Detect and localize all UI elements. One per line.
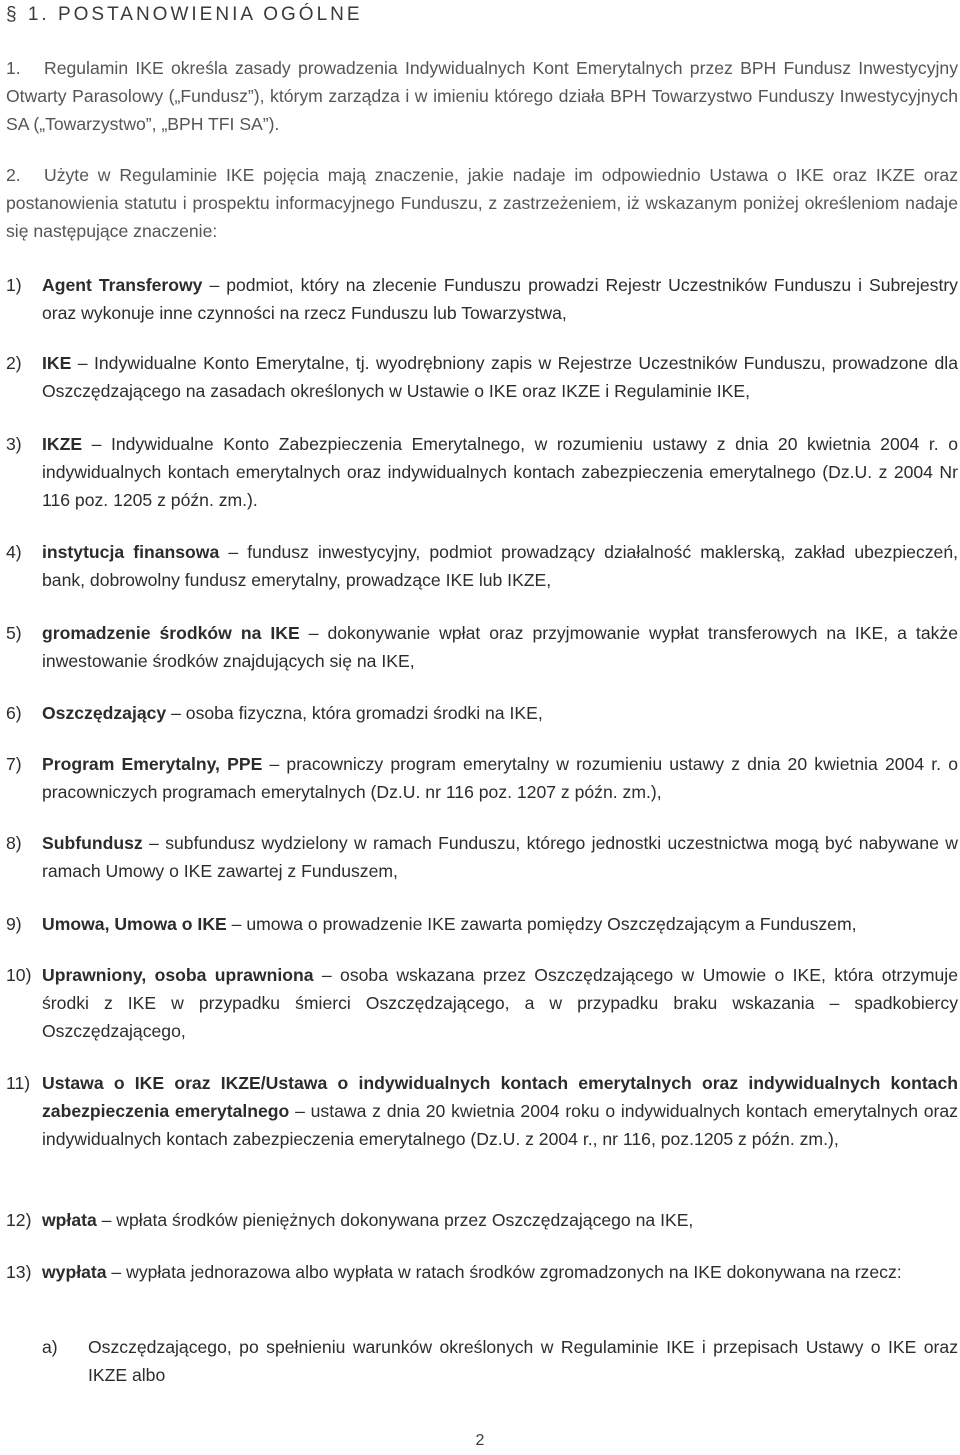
definition-item: [6, 1069, 958, 1153]
definition-item: [6, 1258, 958, 1286]
item-number: 2): [6, 353, 22, 373]
item-number: 3): [6, 434, 22, 454]
definition-text: – fundusz inwestycyjny, podmiot prowadzący działalność maklerską, zakład ubezpieczeń, bank, dobrowolny fundusz emerytalny, prowadzące IKE lub IKZE,: [42, 542, 959, 590]
paragraph-number: 1.: [6, 58, 21, 78]
definition-item: [6, 619, 958, 675]
defined-term: Subfundusz: [42, 833, 143, 853]
definition-text: – podmiot, który na zlecenie Funduszu prowadzi Rejestr Uczestników Funduszu i Subrejestry oraz wykonuje inne czynności na rzecz Funduszu lub Towarzystwa,: [42, 275, 958, 323]
definition-text: – ustawa z dnia 20 kwietnia 2004 roku o indywidualnych kontach emerytalnych oraz indywidualnych kontach zabezpieczenia emerytalnego (Dz.U. z 2004 r., nr 116, poz.1205 z późn. zm.),: [42, 1101, 958, 1149]
definition-text: – osoba wskazana przez Oszczędzającego w Umowie o IKE, która otrzymuje środki z IKE w przypadku śmierci Oszczędzającego, a w przypadku braku wskazania – spadkobiercy Oszczędzającego,: [42, 965, 958, 1041]
item-number: 13): [6, 1262, 32, 1282]
sub-item-text: Oszczędzającego, po spełnieniu warunków określonych w Regulaminie IKE i przepisach Ustawy o IKE oraz IKZE albo: [88, 1337, 958, 1385]
defined-term: Uprawniony, osoba uprawniona: [42, 965, 314, 985]
item-number: 11): [6, 1073, 31, 1093]
defined-term: instytucja finansowa: [42, 542, 220, 562]
item-number: 6): [6, 703, 22, 723]
definition-item: [6, 750, 958, 806]
definition-text: – Indywidualne Konto Emerytalne, tj. wyodrębniony zapis w Rejestrze Uczestników Funduszu, prowadzone dla Oszczędzającego na zasadach określonych w Ustawie o IKE oraz IKZE i Regulaminie IKE,: [42, 353, 958, 401]
definition-text: – wpłata środków pieniężnych dokonywana przez Oszczędzającego na IKE,: [96, 1210, 694, 1230]
definition-item: [6, 349, 958, 405]
definition-item: [6, 961, 958, 1045]
defined-term: wypłata: [42, 1262, 107, 1282]
section-heading: § 1. POSTANOWIENIA OGÓLNE: [6, 4, 363, 25]
defined-term: Oszczędzający: [42, 703, 167, 723]
definition-item: [6, 699, 958, 727]
paragraph-2: [6, 161, 958, 245]
definition-text: – umowa o prowadzenie IKE zawarta pomiędzy Oszczędzającym a Funduszem,: [226, 914, 857, 934]
definition-item: [6, 910, 958, 938]
defined-term: Program Emerytalny, PPE: [42, 754, 263, 774]
item-number: 10): [6, 965, 32, 985]
item-number: 9): [6, 914, 22, 934]
defined-term: Umowa, Umowa o IKE: [42, 914, 227, 934]
paragraph-number: 2.: [6, 165, 21, 185]
definition-item: [6, 430, 958, 514]
definition-text: – osoba fizyczna, która gromadzi środki na IKE,: [166, 703, 543, 723]
sub-item-letter: a): [42, 1337, 58, 1357]
defined-term: IKE: [42, 353, 72, 373]
item-number: 7): [6, 754, 22, 774]
item-number: 12): [6, 1210, 32, 1230]
page-number: 2: [475, 1432, 485, 1449]
definition-item: [6, 538, 958, 594]
definition-item: [6, 271, 958, 327]
item-number: 5): [6, 623, 22, 643]
defined-term: Ustawa o IKE oraz IKZE/Ustawa o indywidualnych kontach emerytalnych oraz indywidualnych kontach zabezpieczenia emerytalnego: [42, 1073, 958, 1121]
defined-term: IKZE: [42, 434, 83, 454]
defined-term: Agent Transferowy: [42, 275, 203, 295]
definition-text: – Indywidualne Konto Zabezpieczenia Emerytalnego, w rozumieniu ustawy z dnia 20 kwietnia 2004 r. o indywidualnych kontach emerytalnych oraz indywidualnych kontach zabezpieczenia emerytalnego (Dz.U. z 2004 Nr 116 poz. 1205 z późn. zm.).: [42, 434, 958, 510]
item-number: 4): [6, 542, 22, 562]
defined-term: wpłata: [42, 1210, 97, 1230]
item-number: 8): [6, 833, 22, 853]
defined-term: gromadzenie środków na IKE: [42, 623, 300, 643]
definition-item: [6, 829, 958, 885]
sub-item: [6, 1333, 958, 1389]
paragraph-text: Regulamin IKE określa zasady prowadzenia Indywidualnych Kont Emerytalnych przez BPH Fundusz Inwestycyjny Otwarty Parasolowy („Fundusz”), którym zarządza i w imieniu którego działa BPH Towarzystwo Funduszy Inwestycyjnych SA („Towarzystwo”, „BPH TFI SA”).: [6, 58, 958, 134]
paragraph-1: [6, 54, 958, 138]
definition-text: – pracowniczy program emerytalny w rozumieniu ustawy z dnia 20 kwietnia 2004 r. o pracowniczych programach emerytalnych (Dz.U. nr 116 poz. 1207 z późn. zm.),: [42, 754, 959, 802]
definition-text: – subfundusz wydzielony w ramach Funduszu, którego jednostki uczestnictwa mogą być nabywane w ramach Umowy o IKE zawartej z Funduszem,: [42, 833, 958, 881]
item-number: 1): [6, 275, 22, 295]
definition-text: – wypłata jednorazowa albo wypłata w ratach środków zgromadzonych na IKE dokonywana na rzecz:: [106, 1262, 902, 1282]
paragraph-text: Użyte w Regulaminie IKE pojęcia mają znaczenie, jakie nadaje im odpowiednio Ustawa o IKE oraz IKZE oraz postanowienia statutu i prospektu informacyjnego Funduszu, z zastrzeżeniem, iż wskazanym poniżej określeniom nadaje się następujące znaczenie:: [6, 165, 958, 241]
definition-text: – dokonywanie wpłat oraz przyjmowanie wypłat transferowych na IKE, a także inwestowanie środków znajdujących się na IKE,: [42, 623, 958, 671]
definition-item: [6, 1206, 958, 1234]
